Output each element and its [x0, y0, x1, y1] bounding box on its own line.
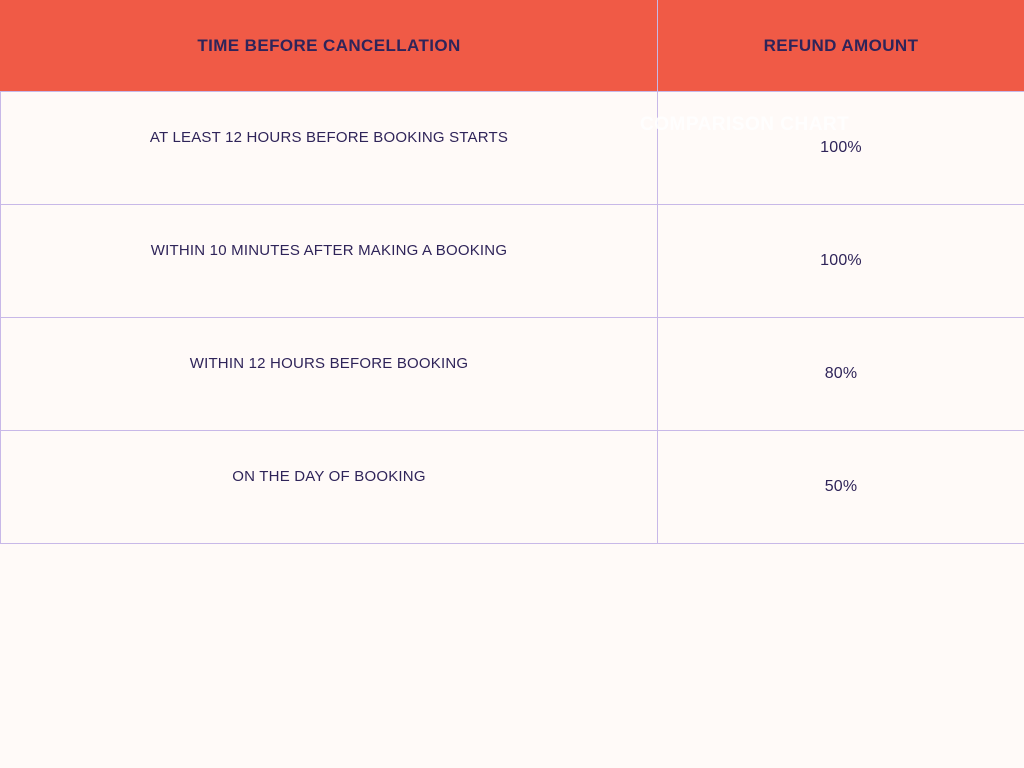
- comparison-chart-title: COMPARISON CHART: [640, 114, 850, 135]
- condition-text: AT LEAST 12 HOURS BEFORE BOOKING STARTS: [149, 129, 509, 146]
- condition-cell: [1, 92, 658, 205]
- condition-cell: [1, 205, 658, 318]
- refund-value: 80%: [824, 365, 858, 382]
- header-time-before-cancellation: TIME BEFORE CANCELLATION: [1, 0, 658, 92]
- header-refund-amount: REFUND AMOUNT: [658, 0, 1024, 92]
- refund-cell: [658, 92, 1024, 205]
- condition-text: WITHIN 12 HOURS BEFORE BOOKING: [189, 355, 469, 372]
- condition-text: ON THE DAY OF BOOKING: [232, 468, 426, 485]
- refund-cell: [658, 205, 1024, 318]
- table-row: [1, 92, 1024, 205]
- table-header-row: [1, 0, 1024, 92]
- condition-cell: [1, 318, 658, 431]
- table-row: [1, 318, 1024, 431]
- condition-cell: [1, 431, 658, 544]
- table-row: [1, 205, 1024, 318]
- refund-value: 100%: [820, 139, 862, 156]
- condition-text: WITHIN 10 MINUTES AFTER MAKING A BOOKING: [150, 242, 508, 259]
- refund-value: 50%: [824, 478, 858, 495]
- refund-value: 100%: [820, 252, 862, 269]
- table-row: [1, 431, 1024, 544]
- refund-cell: [658, 431, 1024, 544]
- refund-cell: [658, 318, 1024, 431]
